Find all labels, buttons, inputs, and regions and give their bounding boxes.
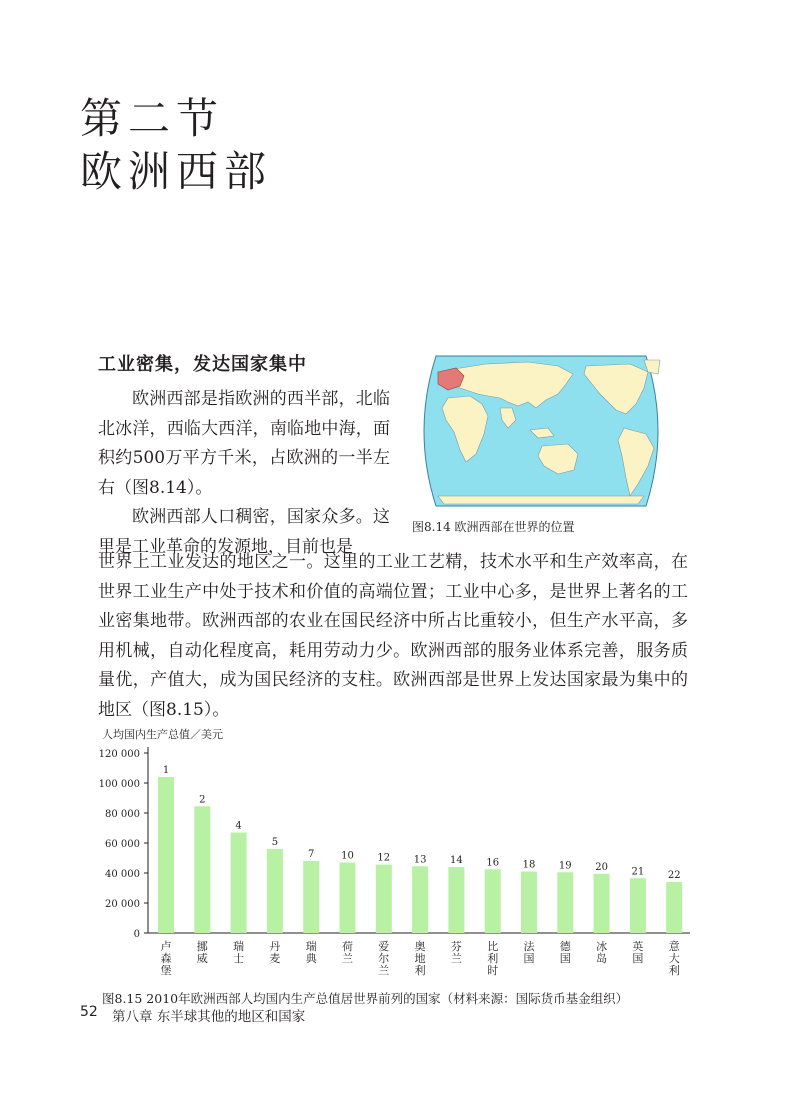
x-category-label: 荷兰 xyxy=(342,940,353,965)
y-tick-label: 0 xyxy=(133,929,140,940)
bar-rank-label: 4 xyxy=(235,820,242,832)
bar xyxy=(448,867,464,933)
bar-rank-label: 19 xyxy=(558,860,572,872)
chart-caption: 图8.15 2010年欧洲西部人均国内生产总值居世界前列的国家（材料来源：国际货币基金组织） xyxy=(102,991,629,1006)
y-tick-label: 60 000 xyxy=(105,839,140,850)
bar xyxy=(630,878,646,933)
bar xyxy=(412,866,428,933)
map-antarctica xyxy=(438,496,644,504)
map-caption: 图8.14 欧洲西部在世界的位置 xyxy=(412,520,575,534)
world-map xyxy=(408,350,674,512)
x-category-label: 意大利 xyxy=(668,940,680,977)
bar xyxy=(376,865,392,933)
section-number: 第二节 xyxy=(80,94,225,143)
bar-rank-label: 10 xyxy=(341,850,354,862)
x-category-label: 冰岛 xyxy=(596,940,608,965)
x-category-label: 卢森堡 xyxy=(160,940,172,977)
bar xyxy=(340,863,356,934)
bar-rank-label: 5 xyxy=(271,837,279,848)
bar-rank-label: 21 xyxy=(631,866,645,878)
x-category-label: 丹麦 xyxy=(269,940,281,965)
x-category-label: 德国 xyxy=(559,940,571,965)
y-tick-label: 20 000 xyxy=(105,899,140,910)
bar xyxy=(666,882,682,933)
y-tick-label: 120 000 xyxy=(98,749,140,760)
bar-rank-label: 13 xyxy=(413,854,427,866)
bar-rank-label: 16 xyxy=(486,857,500,869)
x-category-label: 法国 xyxy=(523,940,535,965)
bar-rank-label: 1 xyxy=(162,765,170,776)
gdp-bar-chart xyxy=(90,724,700,990)
bar xyxy=(194,806,210,933)
bar xyxy=(521,872,537,934)
x-category-label: 英国 xyxy=(632,940,644,965)
bar-rank-label: 12 xyxy=(377,852,391,864)
bar xyxy=(303,861,319,933)
paragraph-2-continuation: 世界上工业发达的地区之一。这里的工业工艺精，技术水平和生产效率高，在世界工业生产中处于技术和价值的高端位置；工业中心多，是世界上著名的工业密集地带。欧洲西部的农业在国民经济中所占比重较小，但生产水平高，多用机械，自动化程度高，耗用劳动力少。欧洲西部的服务业体系完善，服务质量优，产值大，成为国民经济的支柱。欧洲西部是世界上发达国家最为集中的地区（图8.15）。 xyxy=(98,552,688,720)
bar-rank-label: 18 xyxy=(522,859,536,871)
x-category-label: 瑞士 xyxy=(233,940,245,965)
bar-rank-label: 22 xyxy=(667,870,681,881)
y-axis-title: 人均国内生产总值／美元 xyxy=(102,728,223,741)
page-number: 52 xyxy=(80,1004,98,1020)
section-title: 欧洲西部 xyxy=(80,147,273,196)
x-category-label: 比利时 xyxy=(487,940,499,977)
y-tick-label: 40 000 xyxy=(105,869,140,880)
subsection-title: 工业密集，发达国家集中 xyxy=(98,354,307,375)
paragraph-2-start: 欧洲西部人口稠密，国家众多。这里是工业革命的发源地，目前也是 xyxy=(98,507,390,557)
x-category-label: 挪威 xyxy=(196,940,208,965)
x-category-label: 芬兰 xyxy=(450,940,462,965)
bar-rank-label: 20 xyxy=(595,861,608,873)
x-category-label: 爱尔兰 xyxy=(378,940,390,977)
bar xyxy=(158,777,174,933)
x-category-label: 奥地利 xyxy=(414,940,426,977)
paragraph-1: 欧洲西部是指欧洲的西半部，北临北冰洋，西临大西洋，南临地中海，面积约500万平方千米，占欧洲的一半左右（图8.14）。 xyxy=(98,389,390,498)
bar xyxy=(557,872,573,933)
y-tick-label: 80 000 xyxy=(105,809,140,820)
y-tick-label: 100 000 xyxy=(98,779,140,790)
bar xyxy=(485,869,501,933)
x-category-label: 瑞典 xyxy=(305,940,317,965)
bar xyxy=(267,849,283,933)
bar-rank-label: 2 xyxy=(199,794,206,806)
bar-rank-label: 14 xyxy=(450,855,463,866)
bar xyxy=(231,833,247,934)
bar xyxy=(594,874,610,933)
bar-rank-label: 7 xyxy=(308,849,315,860)
chapter-footer: 第八章 东半球其他的地区和国家 xyxy=(112,1009,306,1025)
